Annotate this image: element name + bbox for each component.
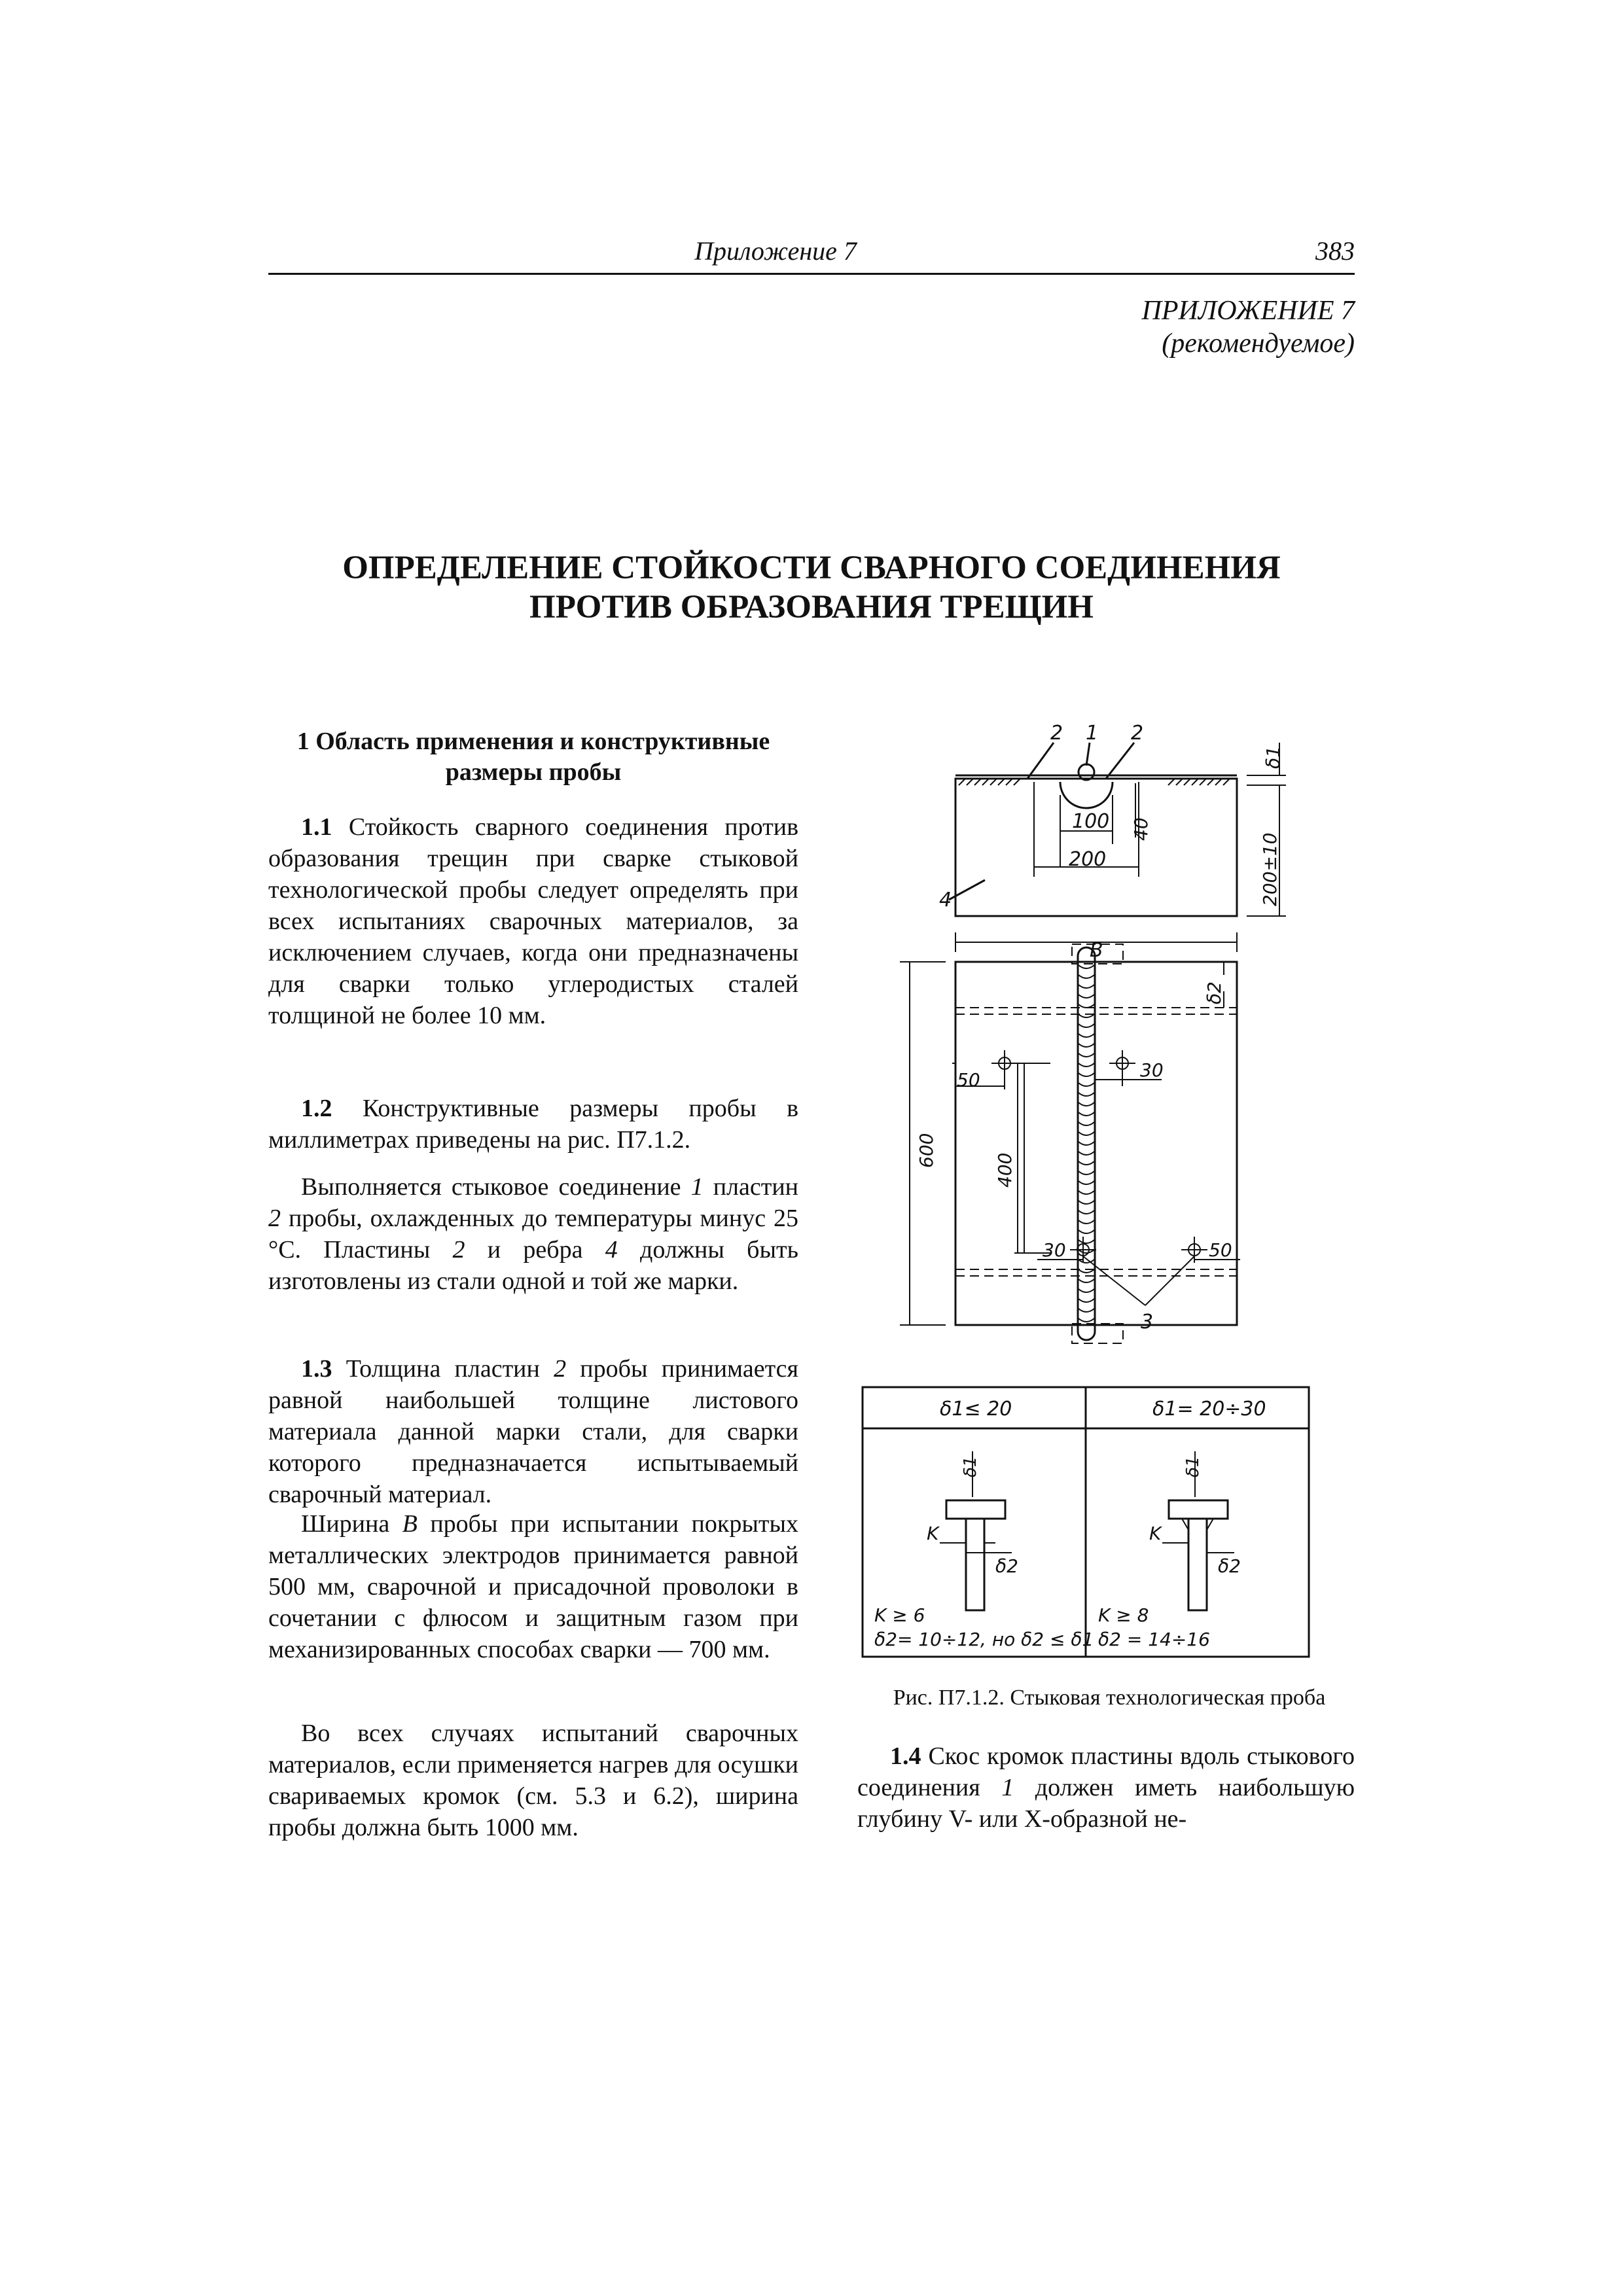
figure-caption: Рис. П7.1.2. Стыковая технологическая проба: [893, 1686, 1326, 1710]
ref-number: 2: [268, 1205, 281, 1232]
appendix-block: [1021, 294, 1355, 360]
dim-200-10: 200±10: [1259, 832, 1281, 906]
table-col2-head: δ1= 20÷30: [1152, 1398, 1266, 1421]
section-heading: [268, 726, 798, 788]
paragraph-width: [268, 1508, 798, 1665]
weld-bead-section: [1079, 764, 1094, 780]
dim-B: B: [1090, 939, 1103, 962]
paragraph-text: Толщина пластин: [346, 1355, 540, 1383]
label-4: 4: [939, 889, 952, 911]
section-heading-line-1: 1 Область применения и конструктивные: [296, 728, 770, 755]
paragraph-text: Ширина: [301, 1510, 390, 1538]
paragraph-all-cases: [268, 1718, 798, 1843]
paragraph-text: должен иметь наибольшую глубину V- или X-образной не-: [857, 1774, 1355, 1833]
table-col1-head: δ1≤ 20: [940, 1398, 1012, 1421]
dim-delta1: δ1: [1262, 746, 1284, 769]
plate-plan: [955, 962, 1237, 1325]
paragraph-text: Выполняется стыковое соединение: [301, 1173, 681, 1201]
table-col1-d2: δ2= 10÷12, но δ2 ≤ δ1: [874, 1629, 1094, 1650]
dim-40: 40: [1130, 817, 1152, 841]
table-d2-right: δ2: [1218, 1555, 1241, 1577]
ref-number: 1: [690, 1173, 704, 1201]
table-k-right: K: [1149, 1523, 1162, 1544]
dim-delta2: δ2: [1204, 981, 1225, 1004]
clause-number: 1.1: [301, 813, 332, 841]
weld-variants-table: [861, 1386, 1310, 1658]
paragraph-text: Скос кромок пластины вдоль стыкового соединения: [857, 1742, 1355, 1801]
dim-50a: 50: [957, 1069, 980, 1091]
paragraph-text: Конструктивные размеры пробы в миллиметрах приведены на рис. П7.1.2.: [268, 1095, 799, 1154]
paragraph-1-2: [268, 1093, 798, 1156]
title-line-2: ПРОТИВ ОБРАЗОВАНИЯ ТРЕЩИН: [529, 589, 1094, 626]
paragraph-text: Стойкость сварного соединения против образования трещин при сварке стыковой технологической пробы следует определять при всех испытаниях сварочных материалов, за исключением случаев, когда они предназначены для сварки только углеродистых сталей толщиной не более 10 мм.: [268, 813, 799, 1029]
label-2a: 2: [1050, 722, 1063, 745]
title-line-1: ОПРЕДЕЛЕНИЕ СТОЙКОСТИ СВАРНОГО СОЕДИНЕНИЯ: [342, 550, 1281, 586]
cutout-arc: [1060, 782, 1113, 808]
ref-number: 2: [554, 1355, 567, 1383]
table-col1-k: K ≥ 6: [874, 1604, 925, 1626]
label-3: 3: [1141, 1311, 1154, 1333]
table-col2-k: K ≥ 8: [1098, 1604, 1149, 1626]
paragraph-text: Во всех случаях испытаний сварочных материалов, если применяется нагрев для осушки свариваемых кромок (см. 5.3 и 6.2), ширина пробы должна быть 1000 мм.: [268, 1720, 798, 1841]
running-title: Приложение 7: [694, 236, 857, 266]
dim-600: 600: [916, 1133, 937, 1168]
label-2b: 2: [1131, 722, 1144, 745]
dim-100: 100: [1072, 810, 1110, 833]
document-title: [268, 548, 1355, 627]
test-specimen-drawing: [887, 716, 1332, 1364]
weld-ripples: [1079, 965, 1094, 1322]
paragraph-1-3: [268, 1353, 798, 1510]
appendix-label: ПРИЛОЖЕНИЕ 7: [1141, 296, 1355, 326]
paragraph-text: должны быть изготовлены из стали одной и той же марки.: [268, 1236, 798, 1295]
paragraph-1-4: [857, 1740, 1355, 1835]
clause-number: 1.3: [301, 1355, 332, 1383]
clause-number: 1.2: [301, 1095, 332, 1122]
paragraph-text: пластин: [713, 1173, 798, 1201]
table-d1-left: δ1: [961, 1456, 980, 1477]
appendix-status: (рекомендуемое): [1162, 328, 1355, 359]
page-number: 383: [1315, 236, 1355, 266]
dim-50b: 50: [1209, 1239, 1232, 1261]
paragraph-joint: [268, 1171, 798, 1297]
dim-30b: 30: [1043, 1239, 1066, 1261]
ref-number: 2: [452, 1236, 465, 1263]
dim-30a: 30: [1140, 1059, 1164, 1081]
paragraph-text: пробы при испытании покрытых металлических электродов принимается равной 500 мм, сварочной и присадочной проволоки в сочетании с флюсом и защитным газом при механизированных способах сварки — 700 мм.: [268, 1510, 799, 1663]
section-heading-line-2: размеры пробы: [445, 758, 622, 786]
paragraph-text: и ребра: [487, 1236, 583, 1263]
ref-number: 4: [605, 1236, 618, 1263]
table-col2-d2: δ2 = 14÷16: [1098, 1629, 1210, 1650]
table-d2-left: δ2: [995, 1555, 1018, 1577]
base-plate-section: [955, 779, 1237, 916]
header-rule: [268, 273, 1355, 275]
table-k-left: K: [927, 1523, 939, 1544]
clause-number: 1.4: [890, 1742, 921, 1770]
paragraph-text: пробы принимается равной наибольшей толщине листового материала данной марки стали, для сварки которого предназначается испытываемый сварочный материал.: [268, 1355, 798, 1508]
label-1: 1: [1086, 722, 1099, 745]
paragraph-text: пробы, охлажденных до температуры минус 25 °С. Пластины: [268, 1205, 799, 1263]
dim-400: 400: [994, 1152, 1016, 1188]
dim-200: 200: [1069, 848, 1107, 871]
table-d1-right: δ1: [1183, 1456, 1203, 1477]
ref-symbol: B: [402, 1510, 418, 1538]
paragraph-1-1: [268, 811, 798, 1031]
ref-number: 1: [1001, 1774, 1014, 1801]
